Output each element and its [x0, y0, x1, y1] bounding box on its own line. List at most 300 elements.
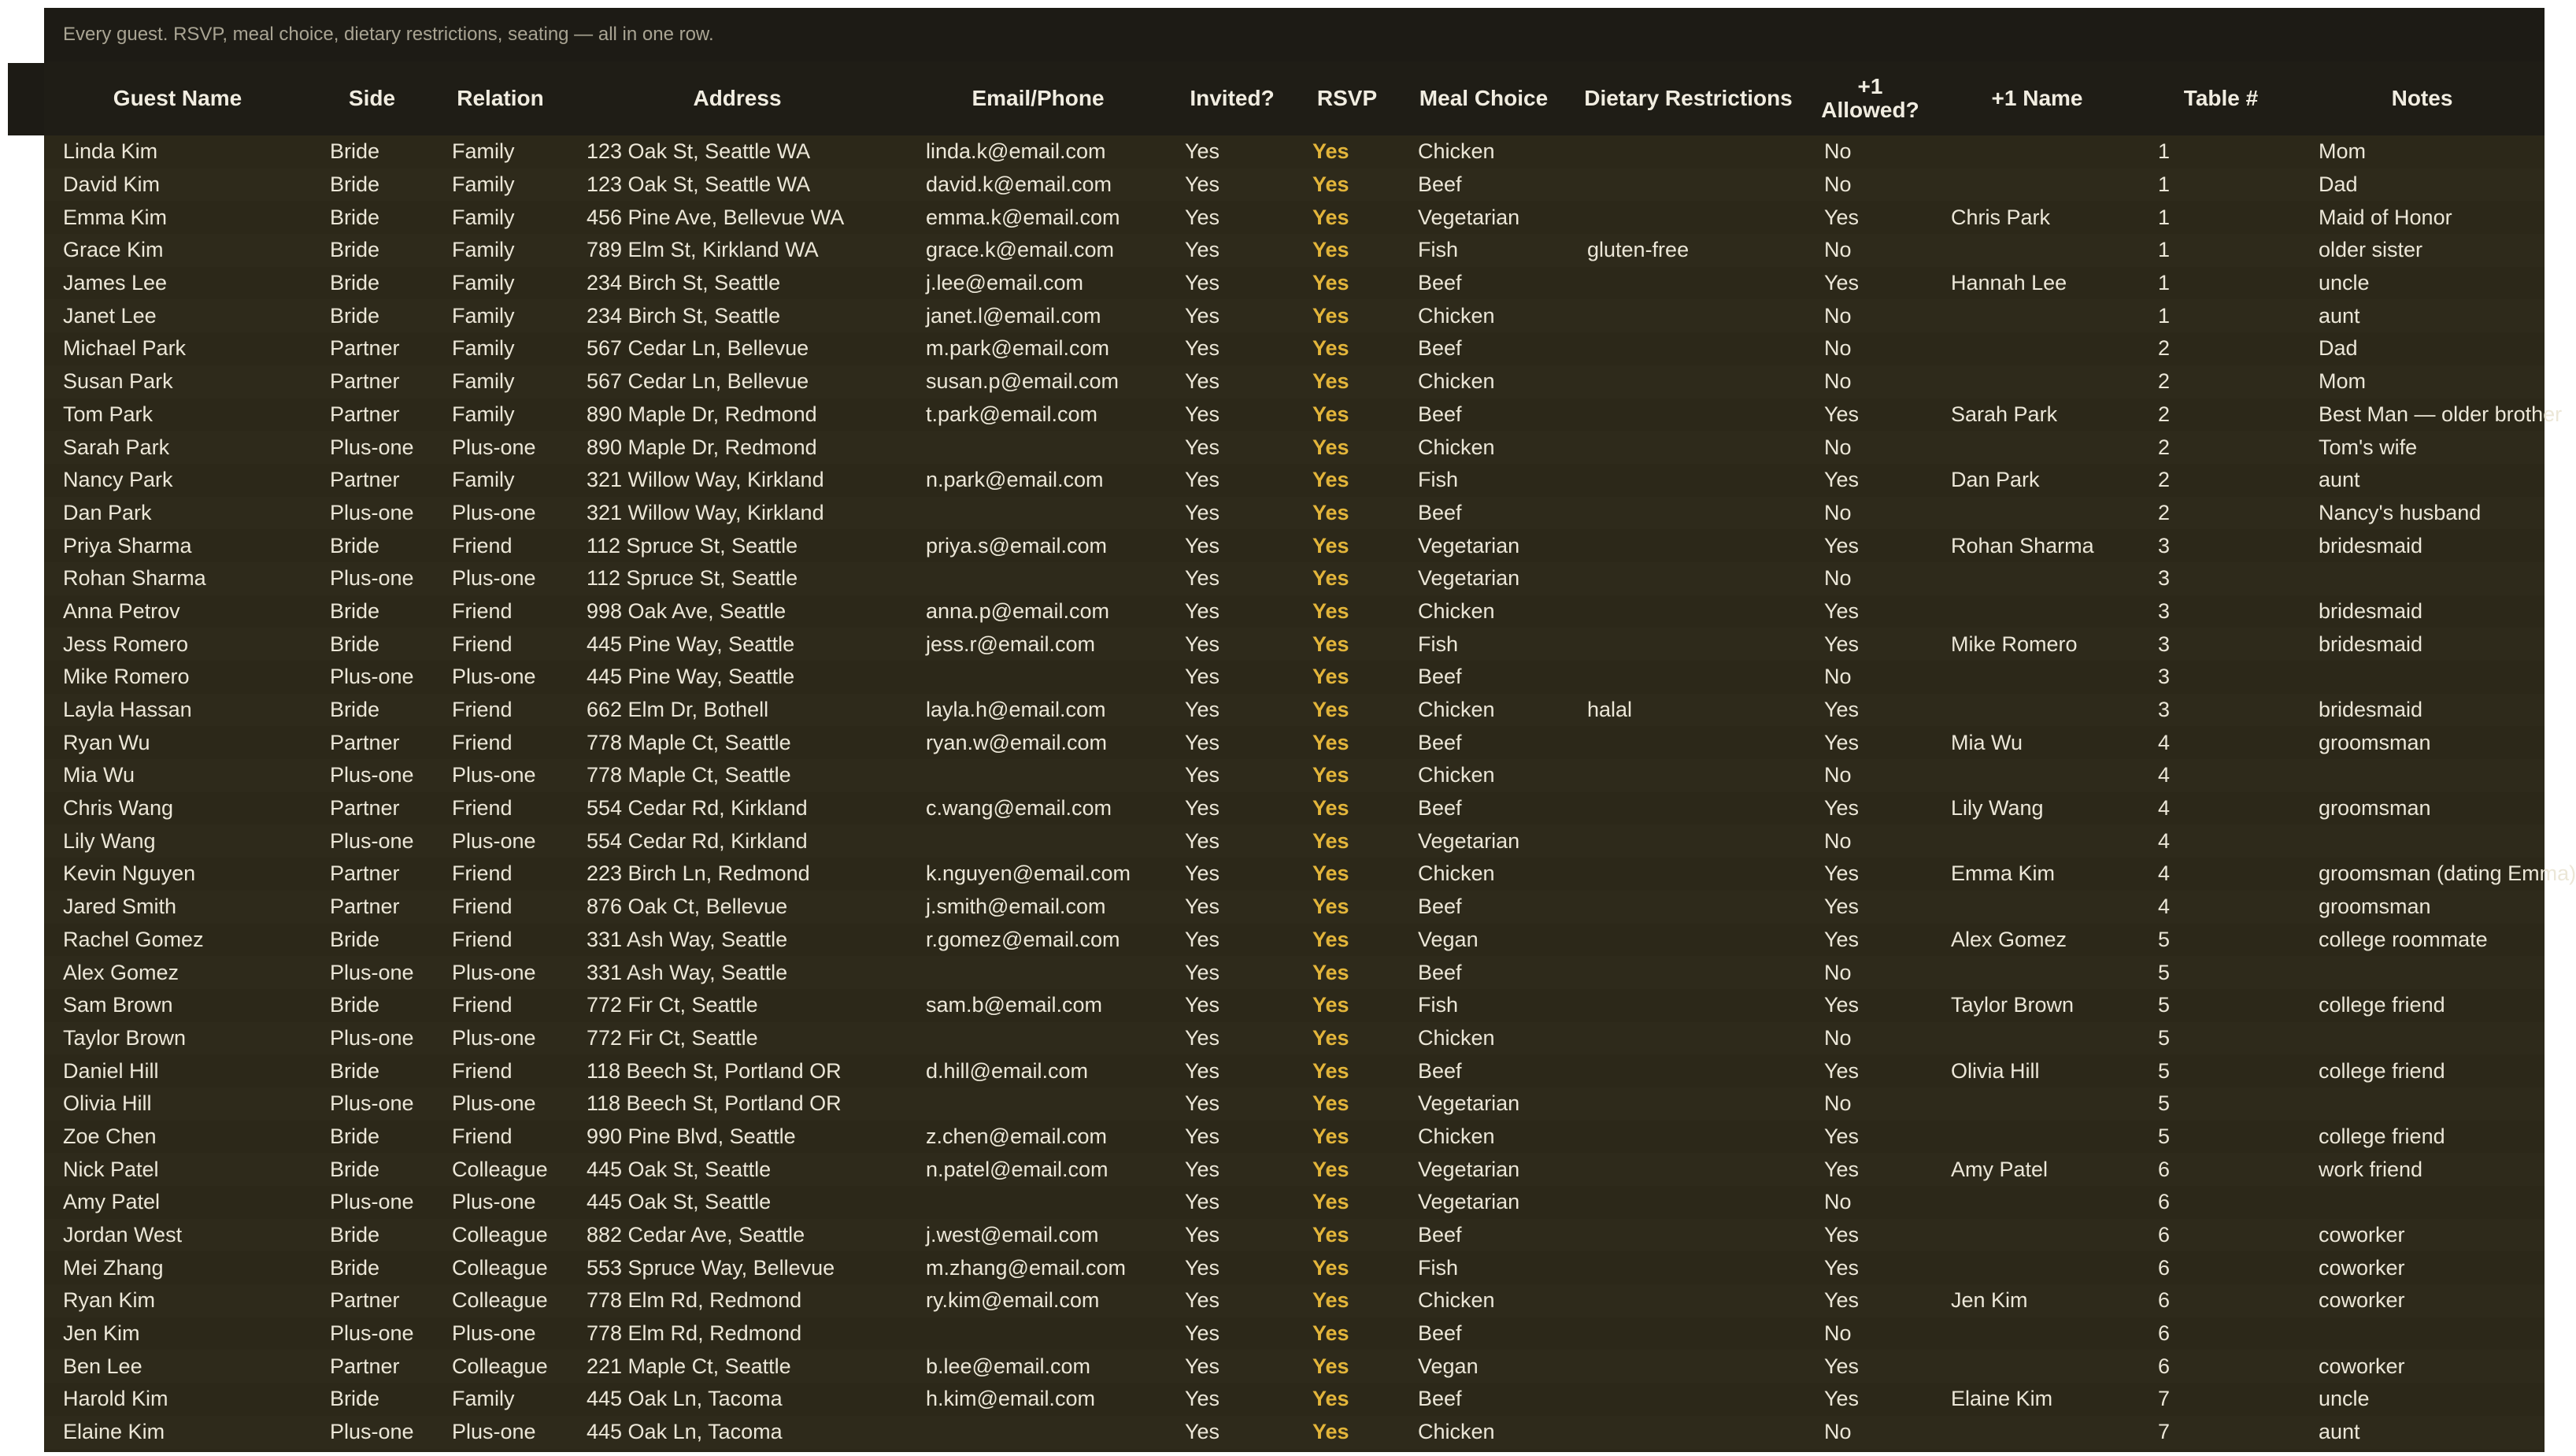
cell-table-number[interactable]: 3 [2158, 598, 2171, 623]
cell-notes[interactable]: aunt [2319, 1420, 2360, 1444]
cell-side[interactable]: Partner [330, 1354, 400, 1378]
cell-notes[interactable]: coworker [2319, 1255, 2405, 1280]
cell-meal-choice[interactable]: Fish [1418, 632, 1459, 656]
cell-side[interactable]: Bride [330, 271, 380, 295]
cell-table-number[interactable]: 4 [2158, 796, 2171, 821]
cell-plus-one-name[interactable] [1932, 497, 2142, 530]
cell-plus-one-name[interactable] [1932, 694, 2142, 727]
cell-relation[interactable]: Plus-one [452, 566, 536, 591]
cell-rsvp[interactable]: Yes [1312, 533, 1349, 558]
cell-guest-name[interactable]: Michael Park [63, 336, 187, 361]
cell-dietary-restrictions[interactable] [1568, 595, 1808, 628]
col-header-plus-one-name[interactable]: +1 Name [1991, 86, 2083, 110]
cell-table-number[interactable]: 6 [2158, 1223, 2171, 1247]
cell-address[interactable]: 223 Birch Ln, Redmond [587, 861, 810, 886]
cell-notes[interactable]: uncle [2319, 1387, 2370, 1411]
cell-relation[interactable]: Family [452, 303, 515, 328]
cell-dietary-restrictions[interactable] [1568, 267, 1808, 300]
cell-side[interactable]: Bride [330, 598, 380, 623]
cell-plus-one-name[interactable] [1932, 299, 2142, 332]
cell-dietary-restrictions[interactable] [1568, 1153, 1808, 1186]
cell-meal-choice[interactable]: Fish [1418, 468, 1459, 492]
col-header-meal-choice[interactable]: Meal Choice [1419, 86, 1549, 110]
cell-meal-choice[interactable]: Chicken [1418, 763, 1495, 787]
cell-table-number[interactable]: 6 [2158, 1354, 2171, 1378]
cell-guest-name[interactable]: David Kim [63, 172, 161, 197]
cell-invited[interactable]: Yes [1185, 960, 1220, 984]
cell-guest-name[interactable]: Sarah Park [63, 435, 170, 459]
table-row[interactable] [44, 299, 2545, 332]
cell-side[interactable]: Bride [330, 1387, 380, 1411]
cell-notes[interactable]: coworker [2319, 1354, 2405, 1378]
cell-side[interactable]: Plus-one [330, 1091, 414, 1116]
cell-plus-one-allowed[interactable]: Yes [1824, 927, 1860, 951]
cell-relation[interactable]: Plus-one [452, 435, 536, 459]
col-header-dietary-restrictions[interactable]: Dietary Restrictions [1584, 86, 1793, 110]
table-row[interactable] [44, 924, 2545, 957]
cell-plus-one-name[interactable] [1932, 661, 2142, 694]
cell-notes[interactable]: Best Man — older brother [2319, 402, 2563, 426]
cell-notes[interactable]: aunt [2319, 468, 2360, 492]
cell-rsvp[interactable]: Yes [1312, 303, 1349, 328]
cell-rsvp[interactable]: Yes [1312, 1091, 1349, 1116]
cell-side[interactable]: Partner [330, 861, 400, 886]
cell-dietary-restrictions[interactable] [1568, 431, 1808, 464]
cell-plus-one-allowed[interactable]: No [1824, 336, 1852, 361]
cell-table-number[interactable]: 5 [2158, 1058, 2171, 1083]
cell-invited[interactable]: Yes [1185, 632, 1220, 656]
cell-relation[interactable]: Family [452, 205, 515, 229]
cell-dietary-restrictions[interactable] [1568, 628, 1808, 661]
cell-rsvp[interactable]: Yes [1312, 435, 1349, 459]
cell-guest-name[interactable]: Olivia Hill [63, 1091, 152, 1116]
cell-meal-choice[interactable]: Chicken [1418, 139, 1495, 164]
cell-email-phone[interactable] [907, 759, 1169, 792]
cell-relation[interactable]: Plus-one [452, 828, 536, 853]
cell-plus-one-allowed[interactable]: Yes [1824, 1157, 1860, 1181]
cell-relation[interactable]: Plus-one [452, 500, 536, 524]
cell-notes[interactable]: Dad [2319, 172, 2358, 197]
cell-invited[interactable]: Yes [1185, 665, 1220, 689]
cell-meal-choice[interactable]: Fish [1418, 1255, 1459, 1280]
cell-invited[interactable]: Yes [1185, 1058, 1220, 1083]
cell-address[interactable]: 778 Elm Rd, Redmond [587, 1321, 802, 1346]
cell-rsvp[interactable]: Yes [1312, 1223, 1349, 1247]
cell-plus-one-name[interactable]: Taylor Brown [1951, 993, 2074, 1017]
cell-relation[interactable]: Friend [452, 598, 513, 623]
cell-address[interactable]: 123 Oak St, Seattle WA [587, 172, 811, 197]
cell-plus-one-allowed[interactable]: Yes [1824, 1223, 1860, 1247]
cell-relation[interactable]: Plus-one [452, 763, 536, 787]
cell-email-phone[interactable]: z.chen@email.com [926, 1124, 1107, 1148]
cell-address[interactable]: 321 Willow Way, Kirkland [587, 500, 824, 524]
cell-address[interactable]: 112 Spruce St, Seattle [587, 566, 798, 591]
cell-dietary-restrictions[interactable] [1568, 398, 1808, 432]
cell-plus-one-allowed[interactable]: No [1824, 1321, 1852, 1346]
cell-plus-one-allowed[interactable]: Yes [1824, 895, 1860, 919]
cell-relation[interactable]: Friend [452, 895, 513, 919]
cell-invited[interactable]: Yes [1185, 369, 1220, 394]
cell-dietary-restrictions[interactable] [1568, 1054, 1808, 1087]
table-row[interactable] [44, 332, 2545, 365]
cell-plus-one-name[interactable] [1932, 1022, 2142, 1055]
cell-invited[interactable]: Yes [1185, 1124, 1220, 1148]
cell-table-number[interactable]: 2 [2158, 435, 2171, 459]
cell-dietary-restrictions[interactable]: gluten-free [1587, 238, 1690, 262]
cell-rsvp[interactable]: Yes [1312, 993, 1349, 1017]
cell-table-number[interactable]: 5 [2158, 1124, 2171, 1148]
cell-relation[interactable]: Friend [452, 730, 513, 754]
cell-relation[interactable]: Family [452, 402, 515, 426]
cell-plus-one-allowed[interactable]: Yes [1824, 468, 1860, 492]
cell-side[interactable]: Partner [330, 895, 400, 919]
cell-meal-choice[interactable]: Fish [1418, 993, 1459, 1017]
cell-relation[interactable]: Colleague [452, 1354, 548, 1378]
cell-guest-name[interactable]: James Lee [63, 271, 168, 295]
cell-address[interactable]: 118 Beech St, Portland OR [587, 1058, 842, 1083]
cell-notes[interactable]: college friend [2319, 1058, 2445, 1083]
cell-invited[interactable]: Yes [1185, 500, 1220, 524]
cell-email-phone[interactable]: d.hill@email.com [926, 1058, 1088, 1083]
cell-dietary-restrictions[interactable] [1568, 661, 1808, 694]
cell-email-phone[interactable]: emma.k@email.com [926, 205, 1120, 229]
table-row[interactable] [44, 1416, 2545, 1449]
cell-address[interactable]: 789 Elm St, Kirkland WA [587, 238, 819, 262]
cell-dietary-restrictions[interactable] [1568, 1284, 1808, 1317]
cell-address[interactable]: 553 Spruce Way, Bellevue [587, 1255, 835, 1280]
cell-meal-choice[interactable]: Chicken [1418, 861, 1495, 886]
cell-plus-one-allowed[interactable]: No [1824, 960, 1852, 984]
cell-table-number[interactable]: 5 [2158, 927, 2171, 951]
cell-relation[interactable]: Plus-one [452, 1321, 536, 1346]
cell-rsvp[interactable]: Yes [1312, 172, 1349, 197]
cell-side[interactable]: Bride [330, 205, 380, 229]
cell-table-number[interactable]: 5 [2158, 1025, 2171, 1050]
cell-rsvp[interactable]: Yes [1312, 1058, 1349, 1083]
cell-side[interactable]: Bride [330, 1124, 380, 1148]
cell-table-number[interactable]: 4 [2158, 861, 2171, 886]
col-header-address[interactable]: Address [693, 86, 782, 110]
cell-plus-one-allowed[interactable]: Yes [1824, 861, 1860, 886]
cell-invited[interactable]: Yes [1185, 1190, 1220, 1214]
cell-meal-choice[interactable]: Vegetarian [1418, 1157, 1520, 1181]
cell-plus-one-name[interactable] [1932, 1219, 2142, 1252]
cell-email-phone[interactable]: j.smith@email.com [926, 895, 1106, 919]
cell-notes[interactable]: coworker [2319, 1288, 2405, 1313]
col-header-relation[interactable]: Relation [457, 86, 544, 110]
cell-guest-name[interactable]: Zoe Chen [63, 1124, 157, 1148]
cell-email-phone[interactable] [907, 431, 1169, 464]
cell-dietary-restrictions[interactable] [1568, 1022, 1808, 1055]
cell-rsvp[interactable]: Yes [1312, 1420, 1349, 1444]
cell-guest-name[interactable]: Elaine Kim [63, 1420, 165, 1444]
cell-dietary-restrictions[interactable] [1568, 956, 1808, 989]
cell-table-number[interactable]: 3 [2158, 533, 2171, 558]
cell-side[interactable]: Plus-one [330, 500, 414, 524]
cell-relation[interactable]: Friend [452, 861, 513, 886]
cell-table-number[interactable]: 6 [2158, 1190, 2171, 1214]
cell-invited[interactable]: Yes [1185, 1321, 1220, 1346]
col-header-plus-one-allowed[interactable]: +1 Allowed? [1821, 74, 1919, 122]
cell-notes[interactable]: college roommate [2319, 927, 2488, 951]
cell-relation[interactable]: Friend [452, 533, 513, 558]
cell-address[interactable]: 890 Maple Dr, Redmond [587, 402, 817, 426]
table-row[interactable] [44, 169, 2545, 202]
cell-address[interactable]: 876 Oak Ct, Bellevue [587, 895, 788, 919]
cell-guest-name[interactable]: Nick Patel [63, 1157, 159, 1181]
cell-side[interactable]: Bride [330, 238, 380, 262]
table-row[interactable] [44, 398, 2545, 432]
cell-table-number[interactable]: 7 [2158, 1420, 2171, 1444]
table-row[interactable] [44, 365, 2545, 398]
cell-meal-choice[interactable]: Beef [1418, 665, 1462, 689]
table-row[interactable] [44, 1121, 2545, 1154]
cell-meal-choice[interactable]: Vegan [1418, 927, 1479, 951]
cell-rsvp[interactable]: Yes [1312, 402, 1349, 426]
table-row[interactable] [44, 497, 2545, 530]
cell-plus-one-name[interactable]: Mike Romero [1951, 632, 2078, 656]
cell-notes[interactable]: Mom [2319, 139, 2366, 164]
cell-invited[interactable]: Yes [1185, 303, 1220, 328]
cell-relation[interactable]: Friend [452, 1058, 513, 1083]
cell-plus-one-allowed[interactable]: Yes [1824, 632, 1860, 656]
table-row[interactable] [44, 694, 2545, 727]
cell-notes[interactable] [2300, 562, 2545, 595]
cell-table-number[interactable]: 6 [2158, 1321, 2171, 1346]
cell-meal-choice[interactable]: Vegetarian [1418, 1190, 1520, 1214]
table-row[interactable] [44, 1054, 2545, 1087]
cell-address[interactable]: 234 Birch St, Seattle [587, 303, 781, 328]
cell-email-phone[interactable]: h.kim@email.com [926, 1387, 1095, 1411]
cell-dietary-restrictions[interactable] [1568, 824, 1808, 858]
cell-invited[interactable]: Yes [1185, 238, 1220, 262]
cell-plus-one-allowed[interactable]: No [1824, 665, 1852, 689]
cell-plus-one-name[interactable] [1932, 759, 2142, 792]
cell-rsvp[interactable]: Yes [1312, 960, 1349, 984]
cell-plus-one-name[interactable] [1932, 1087, 2142, 1121]
cell-guest-name[interactable]: Nancy Park [63, 468, 173, 492]
col-header-table-number[interactable]: Table # [2183, 86, 2259, 110]
cell-plus-one-allowed[interactable]: No [1824, 369, 1852, 394]
col-header-notes[interactable]: Notes [2391, 86, 2453, 110]
cell-plus-one-name[interactable]: Chris Park [1951, 205, 2051, 229]
cell-side[interactable]: Bride [330, 1223, 380, 1247]
cell-invited[interactable]: Yes [1185, 730, 1220, 754]
cell-rsvp[interactable]: Yes [1312, 336, 1349, 361]
cell-dietary-restrictions[interactable] [1568, 332, 1808, 365]
cell-email-phone[interactable] [907, 1186, 1169, 1219]
cell-plus-one-name[interactable]: Mia Wu [1951, 730, 2023, 754]
cell-notes[interactable] [2300, 1022, 2545, 1055]
cell-plus-one-name[interactable]: Jen Kim [1951, 1288, 2028, 1313]
cell-plus-one-name[interactable] [1932, 824, 2142, 858]
cell-guest-name[interactable]: Emma Kim [63, 205, 168, 229]
cell-table-number[interactable]: 4 [2158, 828, 2171, 853]
cell-relation[interactable]: Plus-one [452, 1025, 536, 1050]
cell-rsvp[interactable]: Yes [1312, 1190, 1349, 1214]
cell-invited[interactable]: Yes [1185, 172, 1220, 197]
cell-email-phone[interactable]: layla.h@email.com [926, 698, 1106, 722]
cell-plus-one-allowed[interactable]: Yes [1824, 533, 1860, 558]
cell-notes[interactable]: Maid of Honor [2319, 205, 2452, 229]
cell-meal-choice[interactable]: Vegetarian [1418, 566, 1520, 591]
cell-rsvp[interactable]: Yes [1312, 1157, 1349, 1181]
cell-notes[interactable]: bridesmaid [2319, 533, 2423, 558]
cell-notes[interactable] [2300, 1087, 2545, 1121]
cell-plus-one-allowed[interactable]: Yes [1824, 1255, 1860, 1280]
table-row[interactable] [44, 562, 2545, 595]
cell-invited[interactable]: Yes [1185, 1387, 1220, 1411]
cell-table-number[interactable]: 1 [2158, 172, 2171, 197]
cell-rsvp[interactable]: Yes [1312, 1321, 1349, 1346]
cell-meal-choice[interactable]: Beef [1418, 402, 1462, 426]
cell-rsvp[interactable]: Yes [1312, 861, 1349, 886]
cell-plus-one-allowed[interactable]: No [1824, 500, 1852, 524]
cell-email-phone[interactable]: linda.k@email.com [926, 139, 1106, 164]
cell-relation[interactable]: Colleague [452, 1157, 548, 1181]
cell-plus-one-name[interactable] [1932, 135, 2142, 169]
cell-plus-one-name[interactable]: Amy Patel [1951, 1157, 2049, 1181]
cell-address[interactable]: 445 Pine Way, Seattle [587, 665, 795, 689]
cell-table-number[interactable]: 2 [2158, 336, 2171, 361]
cell-table-number[interactable]: 1 [2158, 205, 2171, 229]
cell-dietary-restrictions[interactable] [1568, 299, 1808, 332]
cell-side[interactable]: Partner [330, 336, 400, 361]
cell-guest-name[interactable]: Amy Patel [63, 1190, 161, 1214]
cell-dietary-restrictions[interactable] [1568, 529, 1808, 562]
cell-side[interactable]: Partner [330, 369, 400, 394]
cell-relation[interactable]: Plus-one [452, 665, 536, 689]
cell-notes[interactable]: groomsman [2319, 895, 2431, 919]
cell-guest-name[interactable]: Rachel Gomez [63, 927, 204, 951]
col-header-rsvp[interactable]: RSVP [1316, 86, 1378, 110]
cell-invited[interactable]: Yes [1185, 1025, 1220, 1050]
col-header-guest-name[interactable]: Guest Name [113, 86, 242, 110]
cell-address[interactable]: 567 Cedar Ln, Bellevue [587, 369, 809, 394]
cell-side[interactable]: Plus-one [330, 828, 414, 853]
cell-invited[interactable]: Yes [1185, 566, 1220, 591]
cell-email-phone[interactable]: b.lee@email.com [926, 1354, 1090, 1378]
cell-notes[interactable]: Dad [2319, 336, 2358, 361]
cell-notes[interactable]: coworker [2319, 1223, 2405, 1247]
cell-email-phone[interactable]: susan.p@email.com [926, 369, 1120, 394]
cell-invited[interactable]: Yes [1185, 1157, 1220, 1181]
cell-meal-choice[interactable]: Vegetarian [1418, 1091, 1520, 1116]
cell-side[interactable]: Plus-one [330, 763, 414, 787]
cell-invited[interactable]: Yes [1185, 1420, 1220, 1444]
cell-side[interactable]: Plus-one [330, 566, 414, 591]
cell-meal-choice[interactable]: Beef [1418, 730, 1462, 754]
cell-notes[interactable]: Mom [2319, 369, 2366, 394]
cell-plus-one-name[interactable] [1932, 365, 2142, 398]
col-header-invited[interactable]: Invited? [1190, 86, 1275, 110]
table-row[interactable] [44, 529, 2545, 562]
cell-relation[interactable]: Friend [452, 1124, 513, 1148]
cell-dietary-restrictions[interactable] [1568, 1087, 1808, 1121]
cell-address[interactable]: 331 Ash Way, Seattle [587, 960, 788, 984]
cell-notes[interactable]: bridesmaid [2319, 632, 2423, 656]
cell-rsvp[interactable]: Yes [1312, 665, 1349, 689]
cell-invited[interactable]: Yes [1185, 828, 1220, 853]
cell-invited[interactable]: Yes [1185, 993, 1220, 1017]
cell-meal-choice[interactable]: Chicken [1418, 1420, 1495, 1444]
cell-relation[interactable]: Family [452, 1387, 515, 1411]
cell-side[interactable]: Plus-one [330, 1420, 414, 1444]
cell-table-number[interactable]: 2 [2158, 402, 2171, 426]
cell-invited[interactable]: Yes [1185, 895, 1220, 919]
cell-guest-name[interactable]: Mike Romero [63, 665, 190, 689]
cell-email-phone[interactable] [907, 1022, 1169, 1055]
cell-notes[interactable] [2300, 661, 2545, 694]
cell-rsvp[interactable]: Yes [1312, 139, 1349, 164]
cell-email-phone[interactable] [907, 1087, 1169, 1121]
cell-plus-one-name[interactable]: Hannah Lee [1951, 271, 2067, 295]
table-row[interactable] [44, 1087, 2545, 1121]
cell-relation[interactable]: Family [452, 172, 515, 197]
cell-invited[interactable]: Yes [1185, 763, 1220, 787]
cell-dietary-restrictions[interactable] [1568, 759, 1808, 792]
cell-guest-name[interactable]: Anna Petrov [63, 598, 180, 623]
cell-email-phone[interactable]: anna.p@email.com [926, 598, 1110, 623]
cell-dietary-restrictions[interactable] [1568, 1317, 1808, 1350]
cell-guest-name[interactable]: Kevin Nguyen [63, 861, 196, 886]
cell-side[interactable]: Bride [330, 698, 380, 722]
cell-plus-one-name[interactable] [1932, 1350, 2142, 1383]
cell-meal-choice[interactable]: Vegetarian [1418, 533, 1520, 558]
cell-plus-one-allowed[interactable]: No [1824, 1091, 1852, 1116]
cell-side[interactable]: Bride [330, 1157, 380, 1181]
cell-notes[interactable]: bridesmaid [2319, 698, 2423, 722]
cell-side[interactable]: Plus-one [330, 435, 414, 459]
cell-side[interactable]: Partner [330, 468, 400, 492]
cell-dietary-restrictions[interactable] [1568, 497, 1808, 530]
cell-meal-choice[interactable]: Fish [1418, 238, 1459, 262]
cell-dietary-restrictions[interactable] [1568, 464, 1808, 497]
cell-relation[interactable]: Colleague [452, 1255, 548, 1280]
cell-guest-name[interactable]: Harold Kim [63, 1387, 168, 1411]
cell-plus-one-name[interactable] [1932, 1121, 2142, 1154]
cell-notes[interactable] [2300, 1186, 2545, 1219]
cell-table-number[interactable]: 6 [2158, 1288, 2171, 1313]
cell-rsvp[interactable]: Yes [1312, 895, 1349, 919]
cell-address[interactable]: 662 Elm Dr, Bothell [587, 698, 769, 722]
table-row[interactable] [44, 1022, 2545, 1055]
cell-notes[interactable]: Nancy's husband [2319, 500, 2482, 524]
cell-plus-one-name[interactable]: Emma Kim [1951, 861, 2056, 886]
cell-guest-name[interactable]: Janet Lee [63, 303, 157, 328]
cell-side[interactable]: Partner [330, 796, 400, 821]
cell-email-phone[interactable]: m.zhang@email.com [926, 1255, 1126, 1280]
cell-dietary-restrictions[interactable] [1568, 989, 1808, 1022]
cell-plus-one-name[interactable] [1932, 431, 2142, 464]
cell-email-phone[interactable] [907, 824, 1169, 858]
cell-email-phone[interactable]: n.park@email.com [926, 468, 1104, 492]
cell-rsvp[interactable]: Yes [1312, 369, 1349, 394]
cell-rsvp[interactable]: Yes [1312, 1288, 1349, 1313]
cell-invited[interactable]: Yes [1185, 139, 1220, 164]
cell-email-phone[interactable]: j.west@email.com [926, 1223, 1099, 1247]
cell-notes[interactable]: groomsman (dating Emma) [2319, 861, 2576, 886]
table-row[interactable] [44, 1317, 2545, 1350]
cell-plus-one-allowed[interactable]: Yes [1824, 271, 1860, 295]
cell-address[interactable]: 882 Cedar Ave, Seattle [587, 1223, 805, 1247]
cell-meal-choice[interactable]: Beef [1418, 1387, 1462, 1411]
cell-table-number[interactable]: 2 [2158, 468, 2171, 492]
cell-rsvp[interactable]: Yes [1312, 468, 1349, 492]
cell-dietary-restrictions[interactable] [1568, 792, 1808, 825]
cell-plus-one-allowed[interactable]: Yes [1824, 1288, 1860, 1313]
cell-dietary-restrictions[interactable] [1568, 858, 1808, 891]
